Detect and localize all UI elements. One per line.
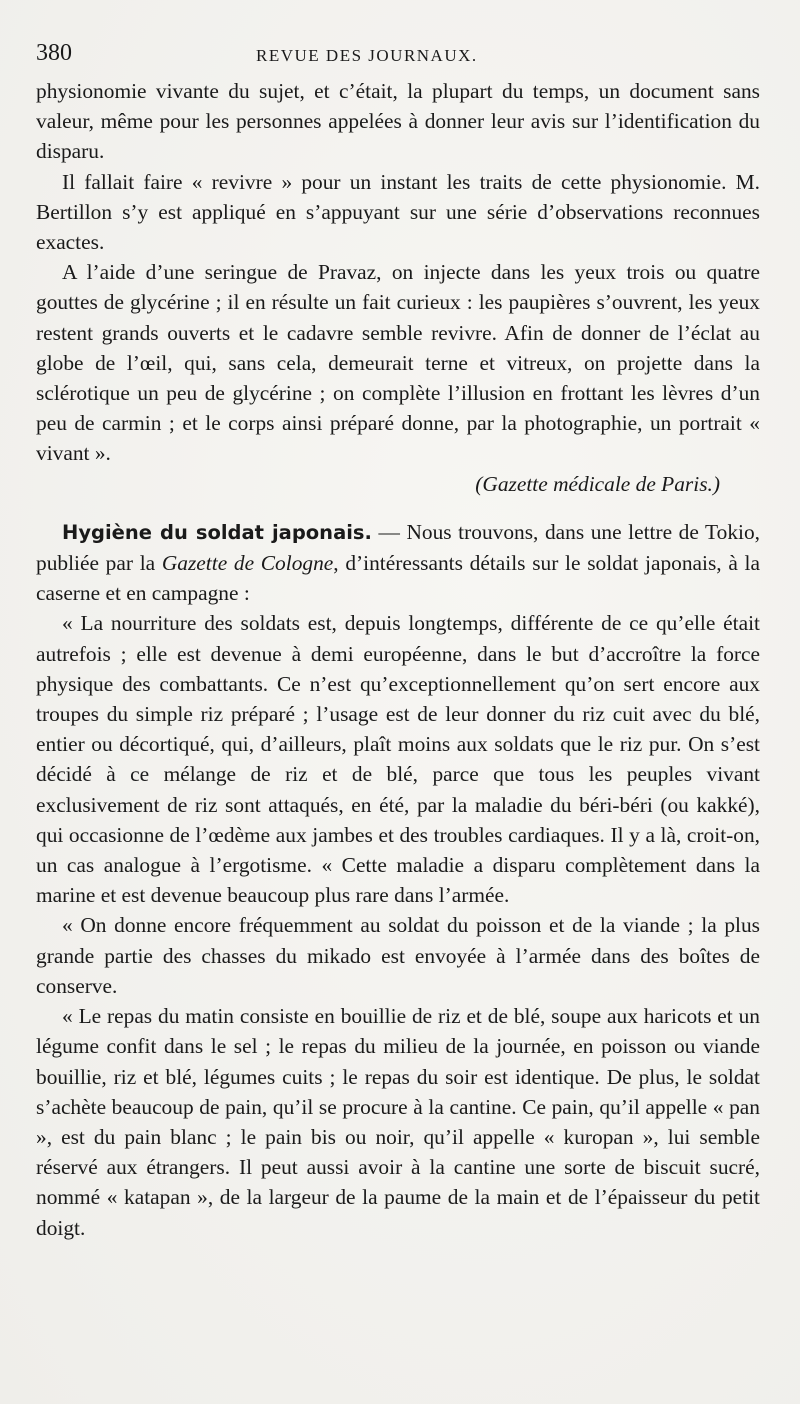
article1-paragraph-3: A l’aide d’une seringue de Pravaz, on injecte dans les yeux trois ou quatre gouttes de glycérine ; il en résulte un fait curieux : les paupières s’ouvrent, les yeux restent grands ouverts et le cadavre semble revivre. Afin de donner de l’éclat au globe de l’œil, qui, sans cela, demeurait terne et vitreux, on projette dans la sclérotique un peu de glycérine ; on complète l’illusion en frottant les lèvres d’un peu de carmin ; et le corps ainsi préparé donne, par la photographie, un portrait « vivant ». [36, 260, 760, 466]
article2-paragraph-1: « La nourriture des soldats est, depuis longtemps, différente de ce qu’elle était autrefois ; elle est devenue à demi européenne, dans le but d’accroître la force physique des combattants. Ce n’est qu’exceptionnellement qu’on sert encore aux troupes du simple riz préparé ; l’usage est de leur donner du riz cuit avec du blé, entier ou décortiqué, qui, d’ailleurs, plaît moins aux soldats que le riz pur. On s’est décidé à ce mélange de riz et de blé, parce que tous les peuples vivant exclusivement de riz sont attaqués, en été, par la maladie du béri-béri (ou kakké), qui occasionne de l’œdème aux jambes et des troubles cardiaques. Il y a là, croit-on, un cas analogue à l’ergotisme. « Cette maladie a disparu complètement dans la marine et est devenue beaucoup plus rare dans l’armée. [36, 611, 760, 908]
article1-paragraph-2: Il fallait faire « revivre » pour un instant les traits de cette physionomie. M. Bertillon s’y est appliqué en s’appuyant sur une série d’observations reconnues exactes. [36, 169, 760, 255]
article2-intro [36, 517, 760, 609]
running-title: REVUE DES JOURNAUX. [256, 46, 478, 65]
body-text [36, 76, 760, 1243]
article2-journal-name: Gazette de Cologne [161, 551, 334, 576]
running-head [36, 30, 760, 76]
section-gap [36, 499, 760, 517]
article2-paragraph-3: « Le repas du matin consiste en bouillie de riz et de blé, soupe aux haricots et un légume confit dans le sel ; le repas du milieu de la journée, en poisson ou viande bouillie, riz et blé, légumes cuits ; le repas du soir est identique. De plus, le soldat s’achète beaucoup de pain, qu’il se procure à la cantine. Ce pain, qu’il appelle « pan », est du pain blanc ; le pain bis ou noir, qu’il appelle « kuropan », lui semble réservé aux étrangers. Il peut aussi avoir à la cantine une sorte de biscuit sucré, nommé « katapan », de la largeur de la paume de la main et de l’épaisseur du petit doigt. [36, 1004, 760, 1240]
article2-intro-text: — Nous trouvons, dans une lettre de Tokio, publiée par la [36, 519, 761, 576]
page-number: 380 [36, 40, 72, 66]
article2-paragraph-2: « On donne encore fréquemment au soldat du poisson et de la viande ; la plus grande partie des chasses du mikado est envoyée à l’armée dans des boîtes de conserve. [36, 913, 760, 998]
article1-source: (Gazette médicale de Paris.) [475, 471, 720, 496]
article2-title: Hygiène du soldat japonais. [62, 520, 372, 544]
article1-paragraph-continued: physionomie vivante du sujet, et c’était, la plupart du temps, un document sans valeur, même pour les personnes appelées à donner leur avis sur l’identification du disparu. [36, 79, 760, 164]
article2-intro-end: , d’intéressants détails sur le soldat japonais, à la caserne et en campagne : [36, 551, 760, 606]
